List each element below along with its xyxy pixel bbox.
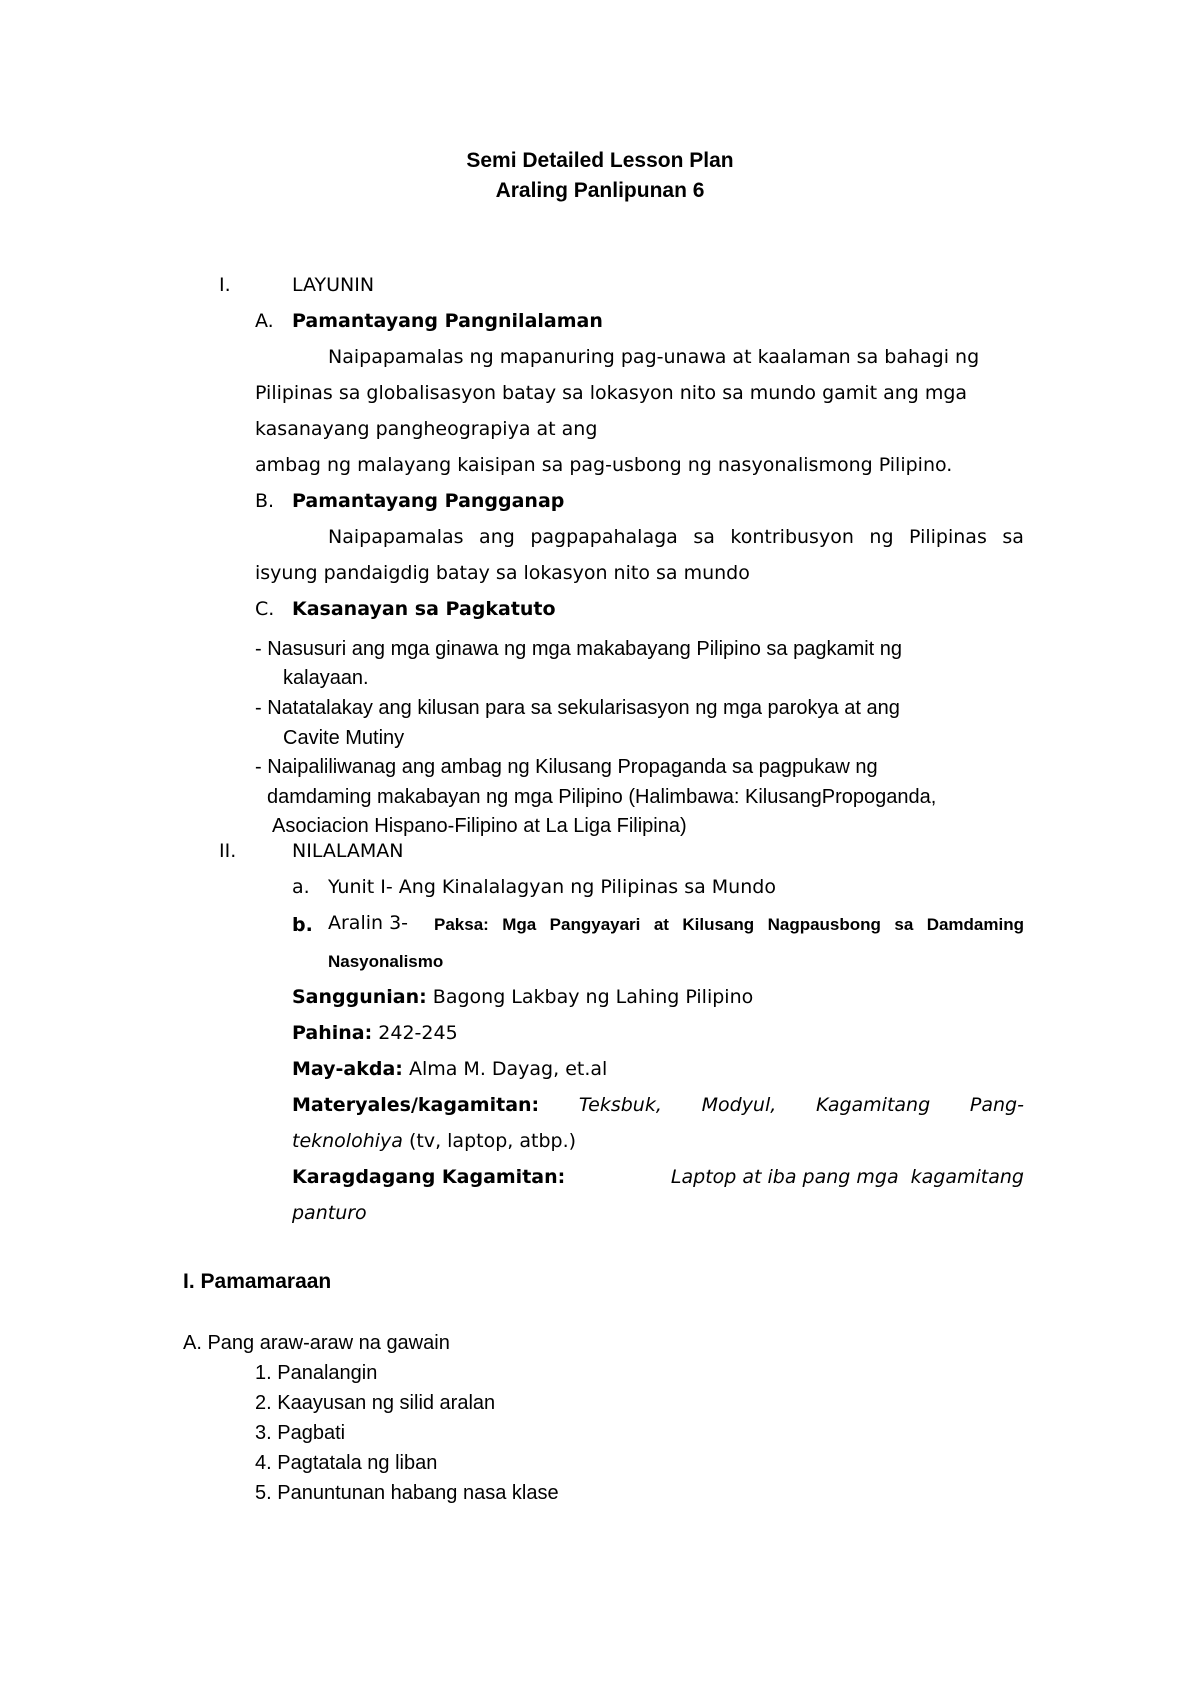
additional-materials-label: Karagdagang Kagamitan: <box>292 1166 566 1188</box>
content-item-a-letter: a. <box>292 876 310 898</box>
word: sa <box>894 915 914 934</box>
additional-materials-row <box>292 1168 1024 1187</box>
word: Pangyayari <box>549 915 641 934</box>
subsection-c-letter: C. <box>255 598 275 620</box>
procedure-heading: I. Pamamaraan <box>183 1270 332 1293</box>
word: sa <box>693 526 715 548</box>
materials-value: Pang- <box>969 1094 1024 1116</box>
document-title: Semi Detailed Lesson Plan <box>466 149 734 172</box>
pages-value: 242-245 <box>378 1022 458 1044</box>
procedure-item: 3. Pagbati <box>255 1422 346 1444</box>
paragraph-line: Naipapamalas ng mapanuring pag-unawa at kaalaman sa bahagi ng <box>328 346 980 368</box>
subsection-a-letter: A. <box>255 310 274 332</box>
materials-value: Modyul, <box>701 1094 777 1116</box>
competency-item-continued: Asociacion Hispano-Filipino at La Liga Filipina) <box>272 815 687 837</box>
materials-value: (tv, laptop, atbp.) <box>408 1130 577 1152</box>
author-value: Alma M. Dayag, et.al <box>408 1058 608 1080</box>
word: Paksa: <box>434 915 489 934</box>
subsection-c-heading: Kasanayan sa Pagkatuto <box>292 598 556 620</box>
word: sa <box>1002 526 1024 548</box>
section-2-heading: NILALAMAN <box>292 840 404 862</box>
competency-item: - Nasusuri ang mga ginawa ng mga makabayang Pilipino sa pagkamit ng <box>255 638 903 660</box>
subsection-b-heading: Pamantayang Pangganap <box>292 490 565 512</box>
procedure-item: 1. Panalangin <box>255 1362 378 1384</box>
materials-row-continued <box>292 1132 576 1151</box>
section-1-heading: LAYUNIN <box>292 274 375 296</box>
materials-value: Kagamitang <box>816 1094 931 1116</box>
procedure-item: 2. Kaayusan ng silid aralan <box>255 1392 496 1414</box>
materials-row <box>292 1096 1024 1115</box>
word: ang <box>479 526 515 548</box>
author-row <box>292 1060 607 1079</box>
competency-item: - Naipaliliwanag ang ambag ng Kilusang Propaganda sa pagpukaw ng <box>255 756 878 778</box>
pages-label: Pahina: <box>292 1022 373 1044</box>
section-1-number: I. <box>219 274 231 296</box>
content-item-b-letter: b. <box>292 914 313 936</box>
word: at <box>653 915 669 934</box>
competency-item-continued: kalayaan. <box>283 667 369 689</box>
reference-value: Bagong Lakbay ng Lahing Pilipino <box>432 986 754 1008</box>
word: Naipapamalas <box>328 526 464 548</box>
competency-item-continued: damdaming makabayan ng mga Pilipino (Halimbawa: KilusangPropoganda, <box>267 786 937 808</box>
competency-item-continued: Cavite Mutiny <box>283 727 405 749</box>
subsection-a-heading: Pamantayang Pangnilalaman <box>292 310 603 332</box>
section-2-number: II. <box>219 840 237 862</box>
additional-materials-value-continued: panturo <box>292 1202 367 1224</box>
content-item-a-text: Yunit I- Ang Kinalalagyan ng Pilipinas sa Mundo <box>328 876 776 898</box>
pages-row <box>292 1024 458 1043</box>
reference-label: Sanggunian: <box>292 986 427 1008</box>
paragraph-line <box>328 528 1024 547</box>
procedure-item: 4. Pagtatala ng liban <box>255 1452 438 1474</box>
word: pagpapahalaga <box>530 526 678 548</box>
lesson-topic-continued: Nasyonalismo <box>328 952 444 971</box>
competency-item: - Natatalakay ang kilusan para sa sekularisasyon ng mga parokya at ang <box>255 697 900 719</box>
content-item-b-prefix: Aralin 3- <box>328 912 409 934</box>
word: ng <box>869 526 894 548</box>
paragraph-line: kasanayang pangheograpiya at ang <box>255 418 598 440</box>
reference-row <box>292 988 753 1007</box>
materials-value: teknolohiya <box>292 1130 403 1152</box>
paragraph-line: ambag ng malayang kaisipan sa pag-usbong ng nasyonalismong Pilipino. <box>255 454 953 476</box>
word: Pilipinas <box>909 526 987 548</box>
procedure-subheading: A. Pang araw-araw na gawain <box>183 1332 450 1354</box>
word: Mga <box>502 915 537 934</box>
procedure-item: 5. Panuntunan habang nasa klase <box>255 1482 559 1504</box>
word: Damdaming <box>926 915 1024 934</box>
materials-value: Teksbuk, <box>578 1094 662 1116</box>
lesson-topic <box>434 916 1024 933</box>
document-subtitle: Araling Panlipunan 6 <box>495 179 705 202</box>
subsection-b-letter: B. <box>255 490 275 512</box>
materials-label: Materyales/kagamitan: <box>292 1094 540 1116</box>
paragraph-line: Pilipinas sa globalisasyon batay sa lokasyon nito sa mundo gamit ang mga <box>255 382 968 404</box>
word: Nagpausbong <box>767 915 881 934</box>
additional-materials-value: Laptop at iba pang mga kagamitang <box>670 1166 1024 1188</box>
word: kontribusyon <box>730 526 854 548</box>
author-label: May-akda: <box>292 1058 403 1080</box>
word: Kilusang <box>682 915 755 934</box>
paragraph-line: isyung pandaigdig batay sa lokasyon nito sa mundo <box>255 562 750 584</box>
